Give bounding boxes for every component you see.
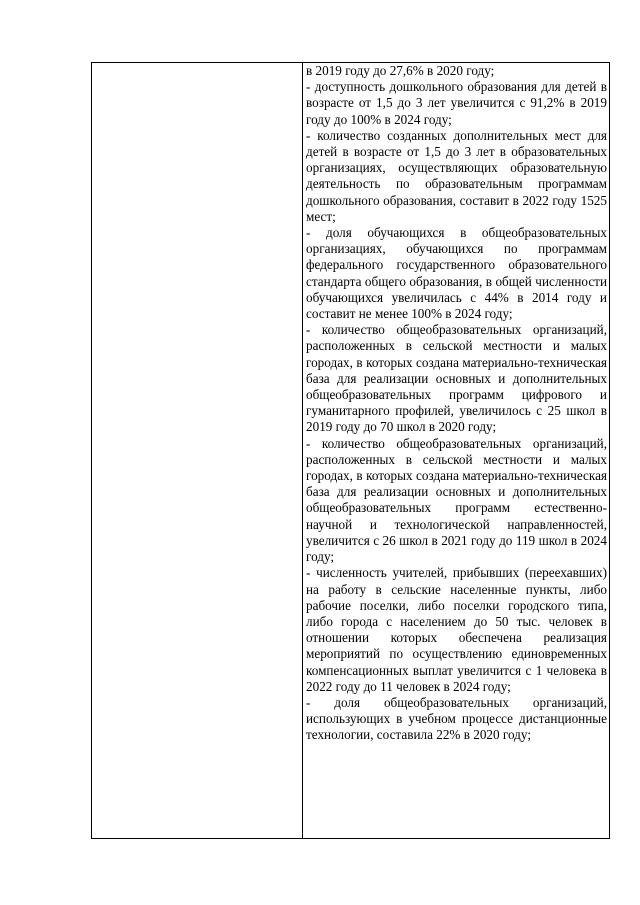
paragraph: - доступность дошкольного образования для детей в возрасте от 1,5 до 3 лет увеличится с 91,2% в 2019 году до 100% в 2024 году; [306,79,607,127]
paragraph: - количество общеобразовательных организаций, расположенных в сельской местности и малых городах, в которых создана материально-техническая база для реализации основных и дополнительных общеобразовательных программ цифрового и гуманитарного профилей, увеличилось с 25 школ в 2019 году до 70 школ в 2020 году; [306,322,607,435]
table-right-column [303,63,609,838]
paragraph: - количество созданных дополнительных мест для детей в возрасте от 1,5 до 3 лет в образовательных организациях, осуществляющих образовательную деятельность по образовательным программам дошкольного образования, составит в 2022 году 1525 мест; [306,127,607,224]
paragraph: в 2019 году до 27,6% в 2020 году; [306,63,495,78]
paragraph: - численность учителей, прибывших (переехавших) на работу в сельские населенные пункты, либо рабочие поселки, либо поселки городского типа, либо города с населением до 50 тыс. человек в отношении которых обеспечена реализация мероприятий по осуществлению единовременных компенсационных выплат увеличится с 1 человека в 2022 году до 11 человек в 2024 году; [306,565,607,694]
paragraph: - доля общеобразовательных организаций, использующих в учебном процессе дистанционные технологии, составила 22% в 2020 году; [306,694,607,743]
document-table [91,62,610,839]
paragraph: - количество общеобразовательных организаций, расположенных в сельской местности и малых городах, в которых создана материально-техническая база для реализации основных и дополнительных общеобразовательных программ естественно-научной и технологической направленностей, увеличится с 26 школ в 2021 году до 119 школ в 2024 году; [306,435,607,565]
table-left-column [92,63,303,838]
paragraph: - доля обучающихся в общеобразовательных организациях, обучающихся по программам федерального государственного образовательного стандарта общего образования, в общей численности обучающихся увеличилась с 44% в 2014 году и составит не менее 100% в 2024 году; [306,225,607,322]
